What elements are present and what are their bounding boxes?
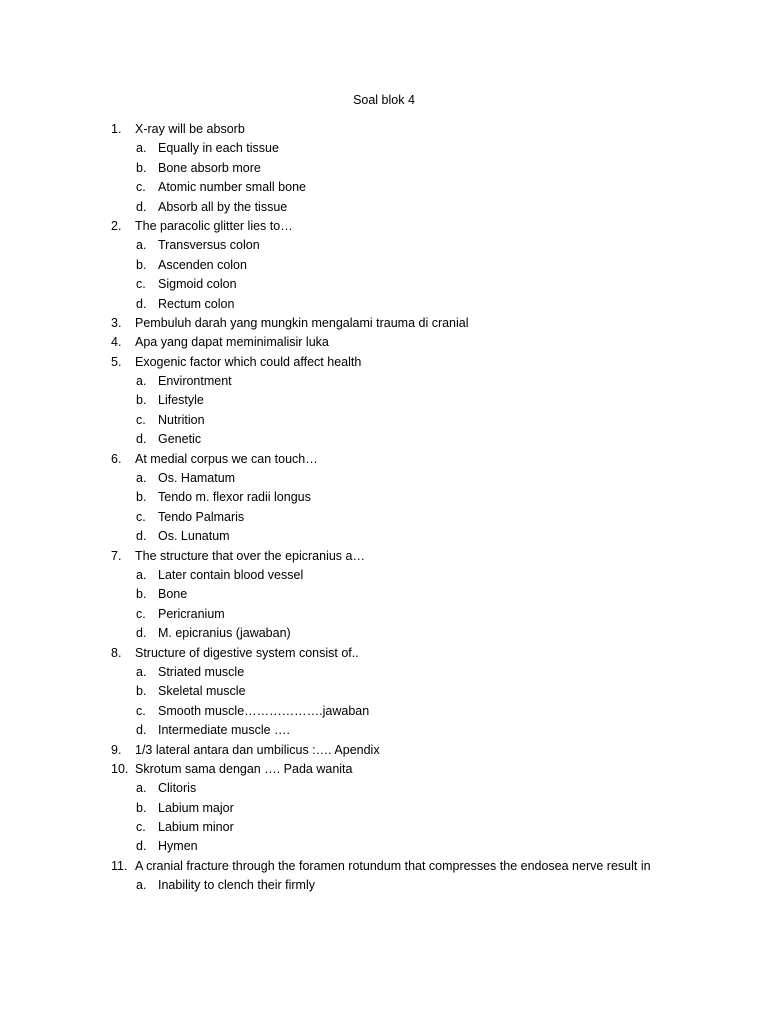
question-item: [0, 333, 768, 352]
question-text: Exogenic factor which could affect health: [135, 354, 362, 369]
option-text: Bone absorb more: [158, 160, 261, 175]
option-letter: b.: [136, 490, 147, 505]
option-text: Genetic: [158, 432, 202, 447]
option-letter: c.: [136, 180, 146, 195]
question-item: [0, 741, 768, 760]
question-item: [0, 120, 768, 139]
question-number: 7.: [111, 548, 122, 563]
question-item: [0, 450, 768, 469]
question-item: [0, 857, 768, 876]
option-letter: a.: [136, 567, 147, 582]
answer-option: [0, 818, 768, 837]
answer-option: [0, 721, 768, 740]
option-letter: d.: [136, 432, 147, 447]
answer-option: [0, 682, 768, 701]
answer-option: [0, 779, 768, 798]
answer-option: [0, 702, 768, 721]
option-text: Ascenden colon: [158, 257, 247, 272]
option-letter: b.: [136, 800, 147, 815]
question-list: [0, 120, 768, 896]
option-letter: b.: [136, 393, 147, 408]
question-text: Skrotum sama dengan …. Pada wanita: [135, 761, 353, 776]
answer-option: [0, 876, 768, 895]
answer-option: [0, 663, 768, 682]
option-text: M. epicranius (jawaban): [158, 626, 291, 641]
option-text: Equally in each tissue: [158, 141, 279, 156]
option-text: Environtment: [158, 374, 232, 389]
answer-option: [0, 488, 768, 507]
option-letter: b.: [136, 587, 147, 602]
answer-option: [0, 139, 768, 158]
question-text: Pembuluh darah yang mungkin mengalami trauma di cranial: [135, 315, 469, 330]
option-text: Lifestyle: [158, 393, 204, 408]
question-text: The paracolic glitter lies to…: [135, 218, 293, 233]
answer-option: [0, 799, 768, 818]
option-text: Nutrition: [158, 412, 205, 427]
option-text: Bone: [158, 587, 188, 602]
question-number: 3.: [111, 315, 122, 330]
option-text: Skeletal muscle: [158, 684, 246, 699]
answer-option: [0, 178, 768, 197]
answer-option: [0, 159, 768, 178]
option-text: Os. Lunatum: [158, 529, 230, 544]
option-letter: a.: [136, 878, 147, 893]
question-text: The structure that over the epicranius a…: [135, 548, 365, 563]
option-letter: b.: [136, 257, 147, 272]
option-text: Absorb all by the tissue: [158, 199, 288, 214]
answer-option: [0, 837, 768, 856]
answer-option: [0, 295, 768, 314]
question-item: [0, 314, 768, 333]
option-letter: a.: [136, 374, 147, 389]
answer-option: [0, 585, 768, 604]
option-text: Transversus colon: [158, 238, 260, 253]
question-item: [0, 353, 768, 372]
option-text: Tendo Palmaris: [158, 509, 245, 524]
answer-option: [0, 198, 768, 217]
option-text: Striated muscle: [158, 664, 245, 679]
answer-option: [0, 372, 768, 391]
question-number: 5.: [111, 354, 122, 369]
answer-option: [0, 256, 768, 275]
answer-option: [0, 430, 768, 449]
option-text: Atomic number small bone: [158, 180, 306, 195]
option-letter: d.: [136, 723, 147, 738]
answer-option: [0, 236, 768, 255]
question-number: 9.: [111, 742, 122, 757]
answer-option: [0, 275, 768, 294]
option-text: Rectum colon: [158, 296, 235, 311]
page-title: Soal blok 4: [353, 93, 415, 107]
option-letter: b.: [136, 684, 147, 699]
question-number: 2.: [111, 218, 122, 233]
question-number: 6.: [111, 451, 122, 466]
answer-option: [0, 527, 768, 546]
answer-option: [0, 469, 768, 488]
option-text: Hymen: [158, 839, 198, 854]
question-text: 1/3 lateral antara dan umbilicus :…. Apendix: [135, 742, 380, 757]
question-item: [0, 644, 768, 663]
option-text: Smooth muscle……………….jawaban: [158, 703, 370, 718]
question-text: Apa yang dapat meminimalisir luka: [135, 335, 329, 350]
option-letter: c.: [136, 509, 146, 524]
option-letter: a.: [136, 471, 147, 486]
question-number: 10.: [111, 761, 129, 776]
answer-option: [0, 566, 768, 585]
answer-option: [0, 411, 768, 430]
option-letter: c.: [136, 412, 146, 427]
option-text: Inability to clench their firmly: [158, 878, 316, 893]
option-letter: d.: [136, 529, 147, 544]
question-text: X-ray will be absorb: [135, 122, 245, 136]
option-letter: c.: [136, 606, 146, 621]
option-letter: c.: [136, 820, 146, 835]
option-letter: d.: [136, 296, 147, 311]
answer-option: [0, 624, 768, 643]
option-letter: a.: [136, 141, 147, 156]
option-text: Intermediate muscle ….: [158, 723, 290, 738]
option-letter: d.: [136, 199, 147, 214]
question-number: 4.: [111, 335, 122, 350]
option-letter: d.: [136, 626, 147, 641]
question-number: 8.: [111, 645, 122, 660]
question-number: 1.: [111, 122, 122, 136]
answer-option: [0, 391, 768, 410]
option-letter: b.: [136, 160, 147, 175]
question-number: 11.: [111, 858, 128, 873]
option-letter: a.: [136, 238, 147, 253]
option-text: Labium major: [158, 800, 234, 815]
answer-option: [0, 605, 768, 624]
option-letter: c.: [136, 277, 146, 292]
option-text: Later contain blood vessel: [158, 567, 304, 582]
question-item: [0, 760, 768, 779]
option-letter: a.: [136, 781, 147, 796]
question-text: At medial corpus we can touch…: [135, 451, 318, 466]
option-text: Labium minor: [158, 820, 234, 835]
question-text: Structure of digestive system consist of..: [135, 645, 359, 660]
option-letter: a.: [136, 664, 147, 679]
option-text: Os. Hamatum: [158, 471, 236, 486]
option-text: Sigmoid colon: [158, 277, 237, 292]
question-text: A cranial fracture through the foramen rotundum that compresses the endosea nerve result in: [135, 858, 651, 873]
option-letter: d.: [136, 839, 147, 854]
option-text: Tendo m. flexor radii longus: [158, 490, 311, 505]
option-text: Clitoris: [158, 781, 197, 796]
question-item: [0, 547, 768, 566]
option-text: Pericranium: [158, 606, 225, 621]
option-letter: c.: [136, 703, 146, 718]
answer-option: [0, 508, 768, 527]
question-item: [0, 217, 768, 236]
